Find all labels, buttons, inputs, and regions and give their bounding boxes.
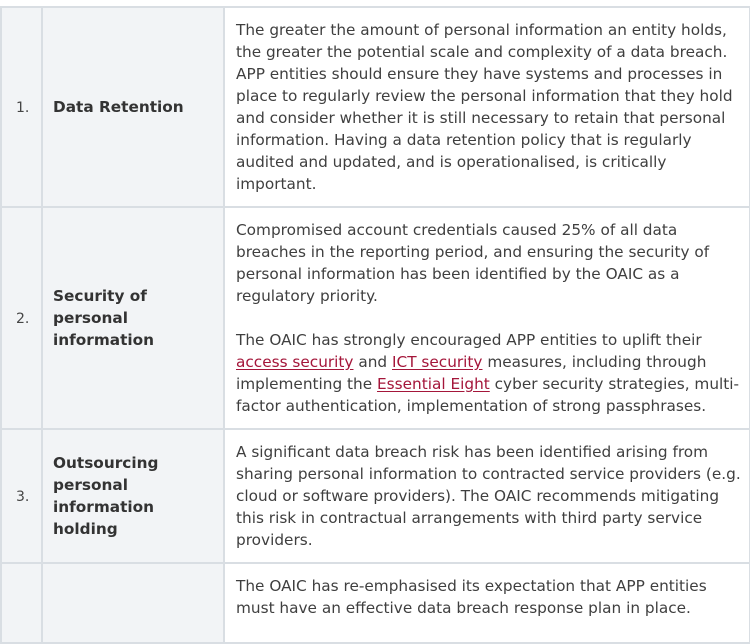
row-number: 3. xyxy=(1,429,42,563)
row-number: 2. xyxy=(1,207,42,429)
description-text: Compromised account credentials caused 25% of all data breaches in the reporting period, and ensuring the security of personal information has been identified by the OAIC as a regulatory priority. xyxy=(236,221,710,305)
row-topic xyxy=(42,563,224,643)
description-text: A significant data breach risk has been identified arising from sharing personal information to contracted service providers (e.g. cloud or software providers). The OAIC recommends mitigating this risk in contractual arrangements with third party service providers. xyxy=(236,443,741,549)
table-row xyxy=(1,563,750,643)
table-row xyxy=(1,429,750,563)
description-text xyxy=(236,329,741,417)
row-description xyxy=(224,563,750,643)
table-row xyxy=(1,7,750,207)
text-fragment: and xyxy=(353,353,392,371)
row-number xyxy=(1,563,42,643)
row-number: 1. xyxy=(1,7,42,207)
text-fragment: cyber security strategies, multi-factor authentication, implementation of strong passphrases. xyxy=(236,375,740,415)
row-topic: Security of personal information xyxy=(42,207,224,429)
row-description xyxy=(224,7,750,207)
row-description xyxy=(224,207,750,429)
description-text: The greater the amount of personal information an entity holds, the greater the potential scale and complexity of a data breach. APP entities should ensure they have systems and processes in place to regularly review the personal information that they hold and consider whether it is still necessary to retain that personal information. Having a data retention policy that is regularly audited and updated, and is operationalised, is critically important. xyxy=(236,21,733,193)
text-fragment: measures, including through implementing the xyxy=(236,353,707,393)
row-topic: Data Retention xyxy=(42,7,224,207)
row-description xyxy=(224,429,750,563)
description-text: The OAIC has re-emphasised its expectation that APP entities must have an effective data breach response plan in place. xyxy=(236,577,707,617)
access-security-link[interactable]: access security xyxy=(236,353,354,371)
ict-security-link[interactable]: ICT security xyxy=(392,353,483,371)
recommendations-table xyxy=(0,6,750,644)
table-row xyxy=(1,207,750,429)
row-topic: Outsourcing personal information holding xyxy=(42,429,224,563)
essential-eight-link[interactable]: Essential Eight xyxy=(377,375,490,393)
text-fragment: The OAIC has strongly encouraged APP entities to uplift their xyxy=(236,331,702,349)
